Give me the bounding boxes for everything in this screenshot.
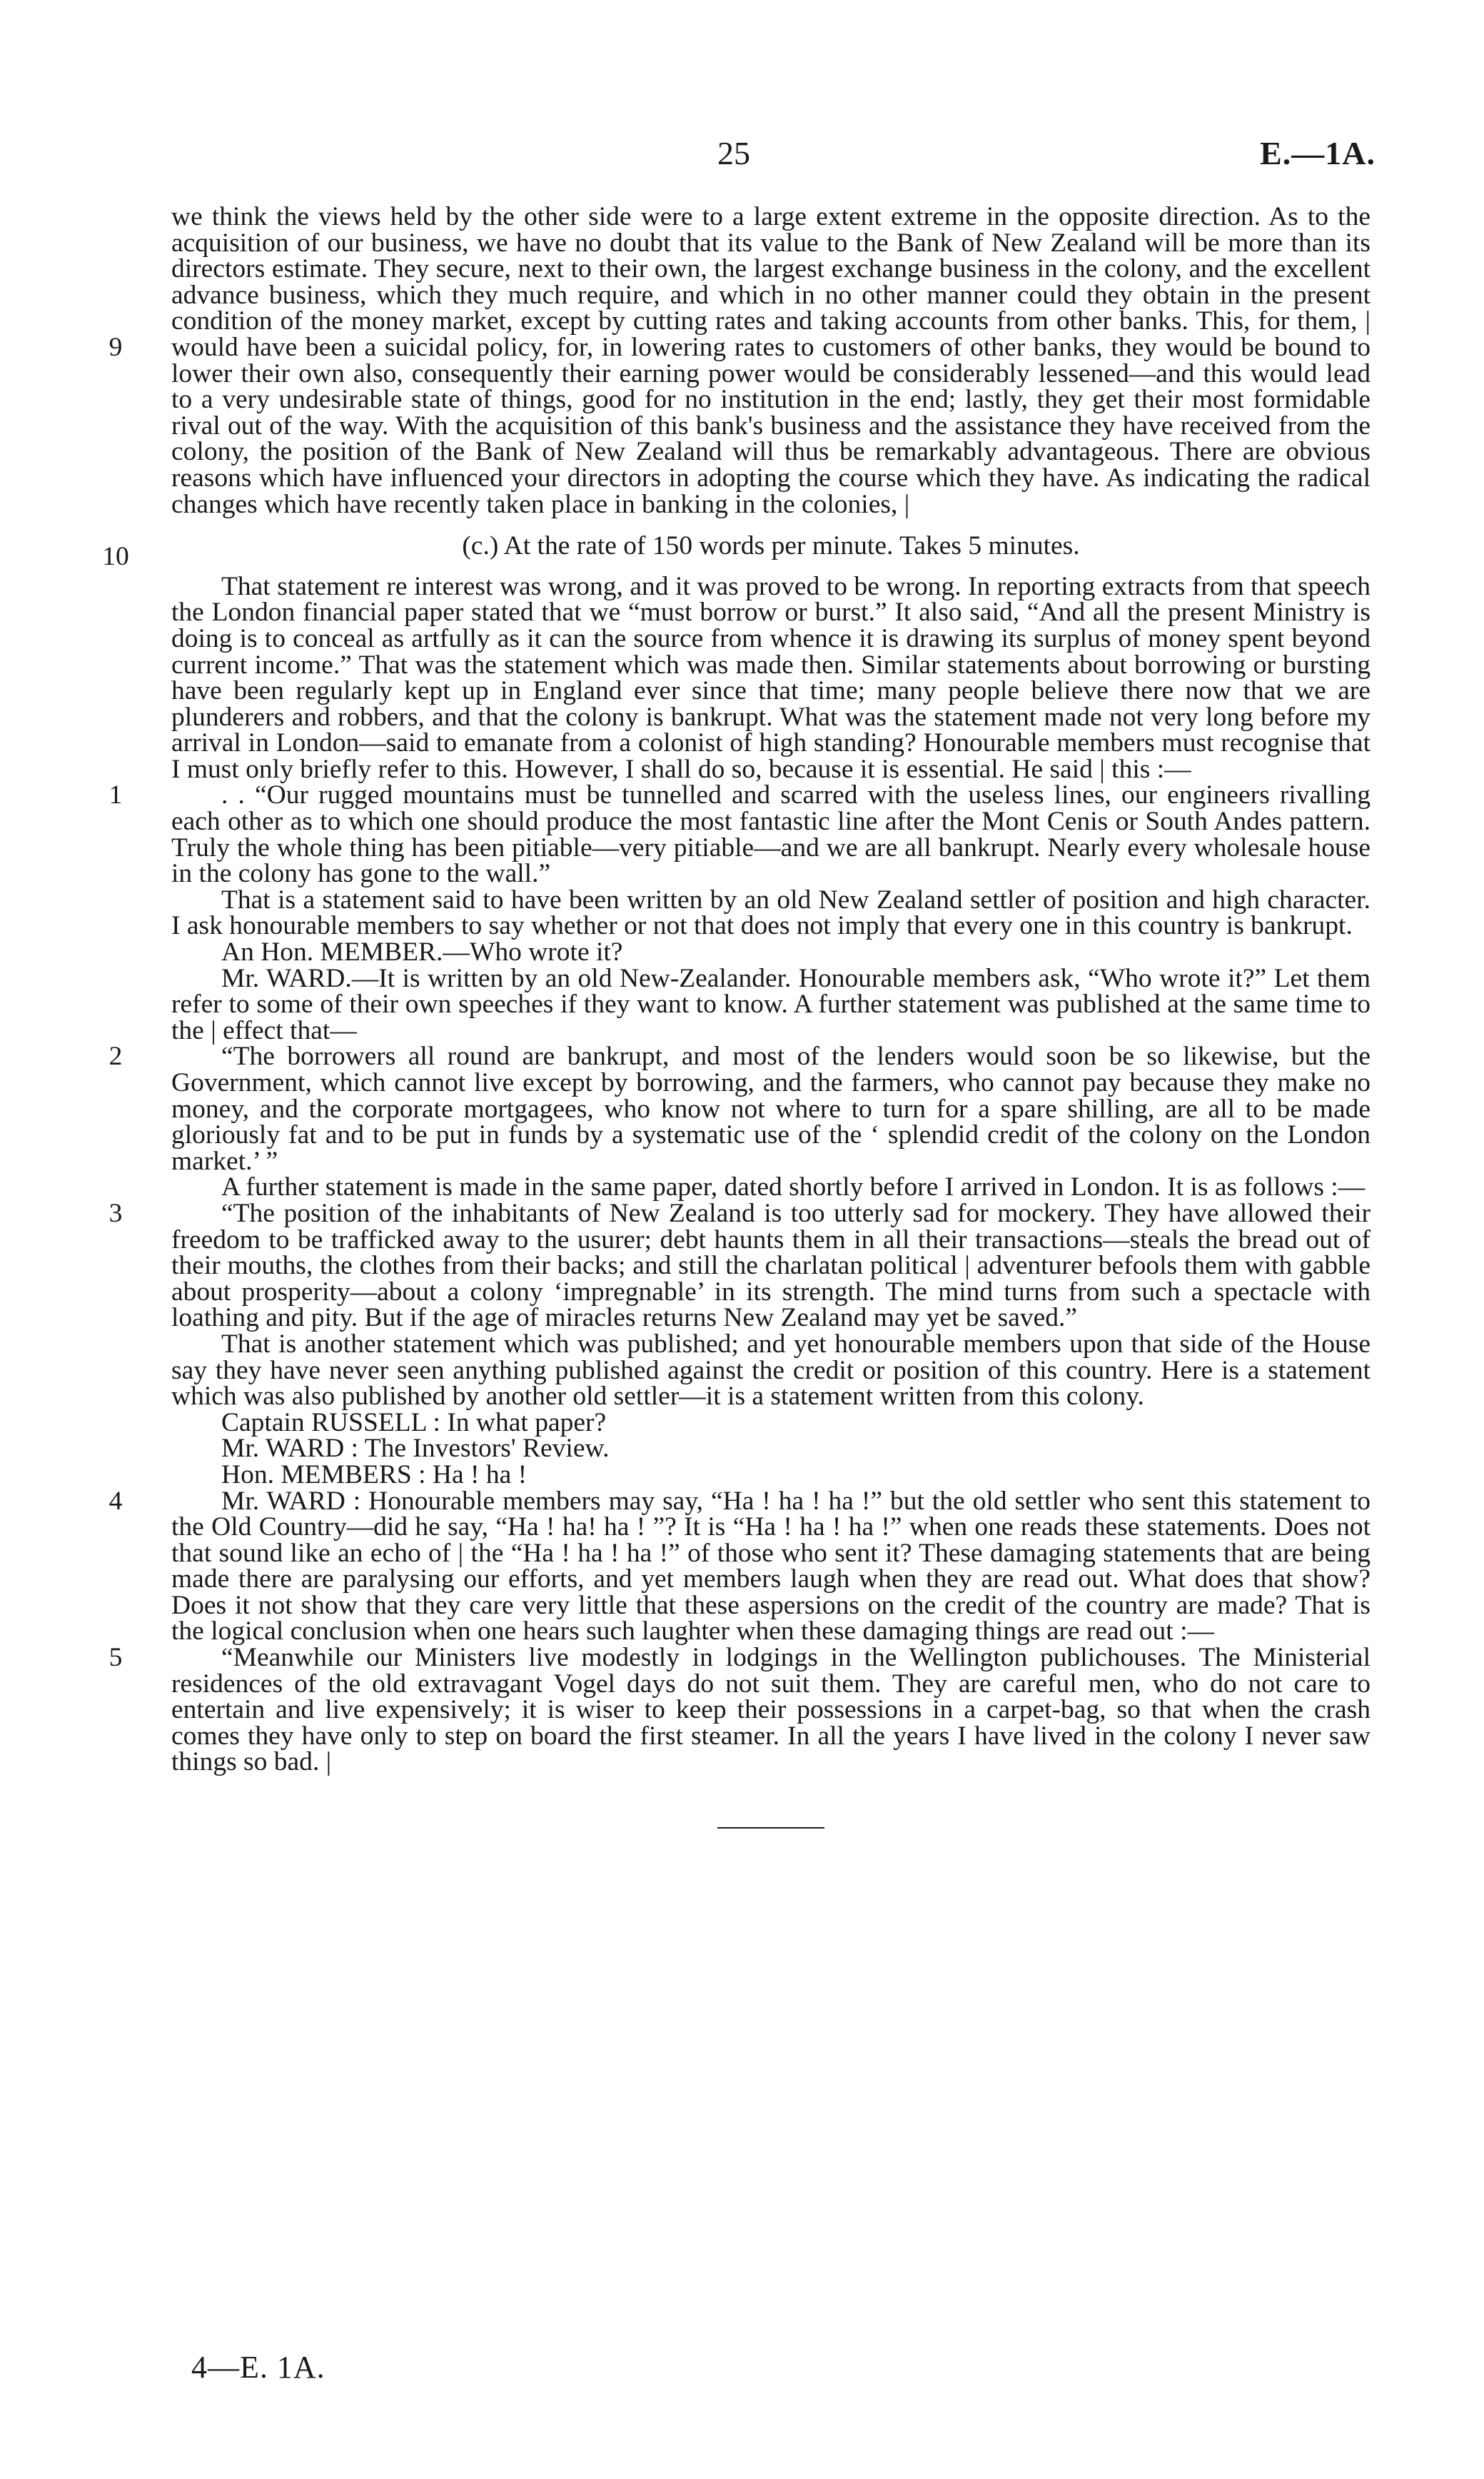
paragraph <box>171 1172 1371 1202</box>
paragraph <box>108 1042 1371 1176</box>
paragraph-text: we think the views held by the other side were to a large extent extreme in the opposite direction. As to the acquisition of our business, we have no doubt that its value to the Bank of New Zealand will be more than its directors estimate. They secure, next to their own, the largest exchange business in the colony, and the excellent advance business, which they much require, and which in no other manner could they obtain in the present condition of the money market, except by cutting rates and taking accounts from other banks. This, for them, | would have been a suicidal policy, for, in lowering rates to customers of other banks, they would be bound to lower their own also, consequently their earning power would be considerably lessened—and this would lead to a very undesirable state of things, good for no institution in the end; lastly, they get their most formidable rival out of the way. With the acquisition of this bank's business and the assistance they have received from the colony, the position of the Bank of New Zealand will thus be remarkably advantageous. There are obvious reasons which have influenced your directors in adopting the course which they have. As indicating the radical changes which have recently taken place in banking in the colonies, | <box>171 202 1371 519</box>
section-heading <box>171 533 1371 560</box>
paragraph-text: That is a statement said to have been written by an old New Zealand settler of position and high character. I ask honourable members to say whether or not that does not imply that every one in this country is bankrupt. <box>171 885 1371 941</box>
margin-line-number: 2 <box>108 1042 123 1072</box>
paragraph <box>108 1198 1371 1333</box>
paragraph-text: (c.) At the rate of 150 words per minute. Takes 5 minutes. <box>462 531 1080 561</box>
paragraph <box>171 571 1371 784</box>
margin-line-number: 1 <box>108 780 123 810</box>
paragraph <box>171 963 1371 1045</box>
margin-line-number: 5 <box>108 1643 123 1673</box>
paragraph-text: That statement re interest was wrong, and it was proved to be wrong. In reporting extracts from that speech the London financial paper stated that we “must borrow or burst.” It also said, “And all the present Ministry is doing is to conceal as artfully as it can the source from whence it is drawing its surplus of money spent beyond current income.” That was the statement which was made then. Similar statements about borrowing or bursting have been regularly kept up in England ever since that time; many people believe there now that we are plunderers and robbers, and that the colony is bankrupt. What was the statement made not very long before my arrival in London—said to emanate from a colonist of high standing? Honourable members must recognise that I must only briefly refer to this. However, I shall do so, because it is essential. He said | this :— <box>171 571 1371 784</box>
margin-line-number: 10 <box>102 541 129 571</box>
paragraph <box>171 1329 1371 1412</box>
paragraph <box>171 887 1371 940</box>
paragraph <box>108 780 1371 889</box>
section-divider <box>717 1827 824 1829</box>
paragraph-text: A further statement is made in the same paper, dated shortly before I arrived in London. It is as follows :— <box>221 1172 1366 1202</box>
margin-line-number: 9 <box>108 333 123 362</box>
paragraph-text: That is another statement which was published; and yet honourable members upon that side of the House say they have never seen anything published against the credit or position of this country. Here is a statement which was also published by another old settler—it is a statement written from this colony. <box>171 1329 1371 1412</box>
paragraph <box>108 1486 1371 1646</box>
paragraph-text: Mr. WARD.—It is written by an old New-Zealander. Honourable members ask, “Who wrote it?” Let them refer to some of their own speeches if they want to know. A further statement was published at the same time to the | effect that— <box>171 963 1371 1045</box>
paragraph-text: “The position of the inhabitants of New Zealand is too utterly sad for mockery. They have allowed their freedom to be trafficked away to the usurer; debt haunts them in all their transactions—steals the bread out of their mouths, the clothes from their backs; and still the charlatan political | adventurer befools them with gabble about prosperity—about a colony ‘impregnable’ in its strength. The mind turns from such a spectacle with loathing and pity. But if the age of miracles returns New Zealand may yet be saved.” <box>171 1198 1371 1333</box>
paragraph-text: Captain RUSSELL : In what paper? <box>221 1407 607 1437</box>
paragraph <box>171 937 1371 967</box>
document-reference: E.—1A. <box>1260 135 1376 171</box>
paragraph-text: Mr. WARD : The Investors' Review. <box>221 1434 610 1464</box>
paragraph-text: Hon. MEMBERS : Ha ! ha ! <box>221 1459 528 1489</box>
footer-reference: 4—E. 1A. <box>191 2350 325 2385</box>
paragraph <box>108 1643 1371 1777</box>
margin-line-number: 3 <box>108 1198 123 1228</box>
paragraph <box>171 1459 1371 1489</box>
paragraph-text: . . “Our rugged mountains must be tunnelled and scarred with the useless lines, our engineers rivalling each other as to which one should produce the most fantastic line after the Mont Cenis or South Andes pattern. Truly the whole thing has been pitiable—very pitiable—and we are all bankrupt. Nearly every wholesale house in the colony has gone to the wall.” <box>171 780 1371 889</box>
paragraph <box>171 1407 1371 1437</box>
paragraph-text: “Meanwhile our Ministers live modestly in lodgings in the Wellington publichouses. The Ministerial residences of the old extravagant Vogel days do not suit them. They are careful men, who do not care to entertain and live expensively; it is wiser to keep their possessions in a carpet-bag, so that when the crash comes they have only to step on board the first steamer. In all the years I have lived in the colony I never saw things so bad. | <box>171 1643 1371 1777</box>
paragraph-text: “The borrowers all round are bankrupt, and most of the lenders would soon be so likewise, but the Government, which cannot live except by borrowing, and the farmers, who cannot pay because they make no money, and the corporate mortgagees, who know not where to turn for a spare shilling, are all to be made gloriously fat and to be put in funds by a systematic use of the ‘ splendid credit of the colony on the London market.’ ” <box>171 1042 1371 1176</box>
body-text <box>102 202 1371 1829</box>
paragraph-text: An Hon. MEMBER.—Who wrote it? <box>221 937 623 967</box>
page-number: 25 <box>717 135 750 171</box>
margin-line-number: 4 <box>108 1486 123 1516</box>
paragraph-text: Mr. WARD : Honourable members may say, “Ha ! ha ! ha !” but the old settler who sent this statement to the Old Country—did he say, “Ha ! ha! ha ! ”? It is “Ha ! ha ! ha !” when one reads these statements. Does not that sound like an echo of | the “Ha ! ha ! ha !” of those who sent it? These damaging statements that are being made there are paralysing our efforts, and yet members laugh when they are read out. What does that show? Does it not show that they care very little that these aspersions on the credit of the country are made? That is the logical conclusion when one hears such laughter when these damaging things are read out :— <box>171 1486 1371 1646</box>
paragraph <box>171 1436 1371 1462</box>
